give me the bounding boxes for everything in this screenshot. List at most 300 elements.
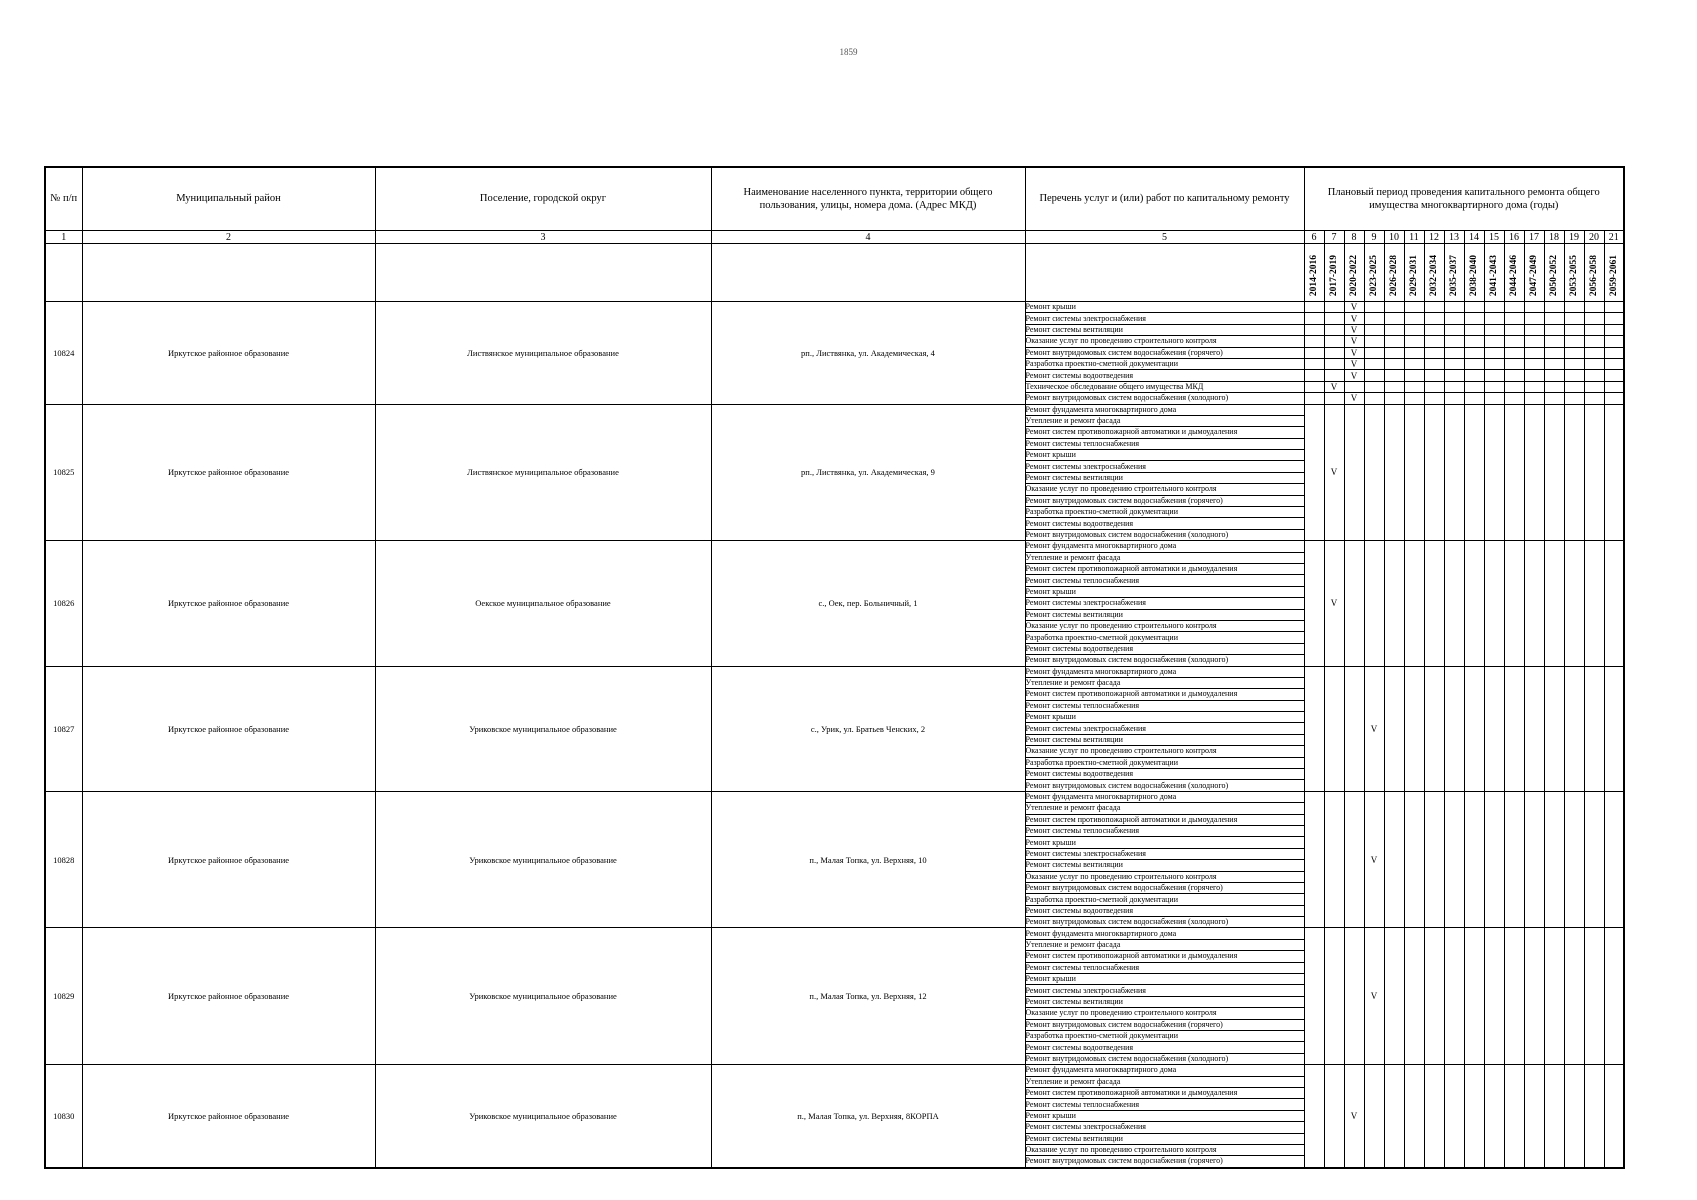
period-cell [1464, 347, 1484, 358]
period-cell [1524, 358, 1544, 369]
period-cell [1484, 347, 1504, 358]
period-cell [1364, 381, 1384, 392]
record-number: 10829 [45, 928, 82, 1065]
work-name: Ремонт фундамента многоквартирного дома [1025, 404, 1304, 415]
period-cell [1304, 381, 1324, 392]
period-cell [1404, 928, 1424, 1065]
period-label [1444, 244, 1464, 302]
period-label [1304, 244, 1324, 302]
header-number: № п/п [45, 167, 82, 231]
period-cell [1604, 336, 1624, 347]
period-cell [1544, 370, 1564, 381]
period-cell [1604, 324, 1624, 335]
period-cell [1564, 347, 1584, 358]
work-name: Ремонт фундамента многоквартирного дома [1025, 928, 1304, 939]
period-cell [1504, 324, 1524, 335]
period-cell [1524, 324, 1544, 335]
period-cell [1324, 313, 1344, 324]
period-cell [1384, 313, 1404, 324]
period-cell [1324, 1065, 1344, 1168]
period-mark: V [1364, 928, 1384, 1065]
period-cell [1384, 302, 1404, 313]
period-cell [1504, 370, 1524, 381]
period-label [1464, 244, 1484, 302]
period-cell [1364, 347, 1384, 358]
period-cell [1504, 381, 1524, 392]
column-number: 13 [1444, 231, 1464, 244]
period-cell [1444, 313, 1464, 324]
column-number: 21 [1604, 231, 1624, 244]
period-cell [1524, 928, 1544, 1065]
period-cell [1404, 313, 1424, 324]
period-cell [1344, 928, 1364, 1065]
period-cell [1504, 393, 1524, 404]
work-name: Ремонт системы электроснабжения [1025, 723, 1304, 734]
period-cell [1464, 324, 1484, 335]
column-number: 5 [1025, 231, 1304, 244]
work-name: Ремонт внутридомовых систем водоснабжения (холодного) [1025, 780, 1304, 791]
record-settlement: Листвянское муниципальное образование [375, 302, 711, 405]
work-row [45, 302, 1624, 313]
record-settlement: Листвянское муниципальное образование [375, 404, 711, 541]
period-cell [1364, 324, 1384, 335]
period-mark: V [1324, 541, 1344, 666]
period-cell [1504, 404, 1524, 541]
period-cell [1384, 370, 1404, 381]
work-name: Ремонт системы водоотведения [1025, 518, 1304, 529]
period-cell [1364, 313, 1384, 324]
period-cell [1384, 381, 1404, 392]
work-name: Ремонт системы вентиляции [1025, 472, 1304, 483]
period-cell [1564, 324, 1584, 335]
period-cell [1604, 541, 1624, 666]
header-district: Муниципальный район [82, 167, 375, 231]
period-cell [1524, 791, 1544, 928]
period-cell [1604, 381, 1624, 392]
period-cell [1384, 393, 1404, 404]
column-number: 17 [1524, 231, 1544, 244]
period-cell [1384, 928, 1404, 1065]
register-body [45, 244, 1624, 1168]
period-cell [1404, 324, 1424, 335]
work-name: Ремонт системы водоотведения [1025, 643, 1304, 654]
work-name: Оказание услуг по проведению строительного контроля [1025, 871, 1304, 882]
work-name: Утепление и ремонт фасада [1025, 415, 1304, 426]
period-cell [1564, 336, 1584, 347]
work-name: Ремонт внутридомовых систем водоснабжения (холодного) [1025, 529, 1304, 540]
column-number: 8 [1344, 231, 1364, 244]
column-number: 20 [1584, 231, 1604, 244]
period-cell [1304, 928, 1324, 1065]
period-cell [1404, 1065, 1424, 1168]
period-cell [1324, 791, 1344, 928]
period-cell [1604, 313, 1624, 324]
spacer-cell [82, 244, 375, 302]
period-cell [1444, 666, 1464, 791]
work-name: Разработка проектно-сметной документации [1025, 358, 1304, 369]
period-cell [1464, 928, 1484, 1065]
period-cell [1404, 541, 1424, 666]
period-cell [1544, 928, 1564, 1065]
period-cell [1544, 404, 1564, 541]
period-cell [1424, 302, 1444, 313]
period-cell [1384, 347, 1404, 358]
period-cell [1344, 541, 1364, 666]
period-label-text: 2050-2052 [1549, 254, 1559, 296]
work-name: Ремонт системы водоотведения [1025, 769, 1304, 780]
period-cell [1464, 404, 1484, 541]
period-cell [1444, 347, 1464, 358]
period-cell [1544, 347, 1564, 358]
period-cell [1304, 313, 1324, 324]
spacer-cell [375, 244, 711, 302]
period-mark: V [1344, 370, 1364, 381]
period-cell [1404, 381, 1424, 392]
period-cell [1444, 393, 1464, 404]
work-name: Техническое обследование общего имущества МКД [1025, 381, 1304, 392]
period-cell [1324, 358, 1344, 369]
period-cell [1604, 370, 1624, 381]
work-name: Ремонт внутридомовых систем водоснабжения (холодного) [1025, 655, 1304, 666]
period-label-text: 2047-2049 [1529, 254, 1539, 296]
work-row [45, 404, 1624, 415]
period-cell [1484, 336, 1504, 347]
period-cell [1484, 791, 1504, 928]
period-cell [1304, 541, 1324, 666]
period-label [1344, 244, 1364, 302]
period-mark: V [1324, 404, 1344, 541]
work-name: Ремонт систем противопожарной автоматики и дымоудаления [1025, 814, 1304, 825]
record-district: Иркутское районное образование [82, 541, 375, 666]
period-cell [1564, 666, 1584, 791]
period-cell [1304, 347, 1324, 358]
period-label [1384, 244, 1404, 302]
work-name: Разработка проектно-сметной документации [1025, 1031, 1304, 1042]
record-district: Иркутское районное образование [82, 928, 375, 1065]
period-cell [1564, 928, 1584, 1065]
period-cell [1544, 666, 1564, 791]
header-works: Перечень услуг и (или) работ по капитальному ремонту [1025, 167, 1304, 231]
period-cell [1364, 336, 1384, 347]
record-settlement: Уриковское муниципальное образование [375, 791, 711, 928]
work-name: Разработка проектно-сметной документации [1025, 757, 1304, 768]
period-cell [1304, 1065, 1324, 1168]
work-name: Ремонт системы электроснабжения [1025, 313, 1304, 324]
period-cell [1524, 541, 1544, 666]
period-cell [1564, 541, 1584, 666]
record-number: 10824 [45, 302, 82, 405]
period-label [1544, 244, 1564, 302]
period-cell [1364, 370, 1384, 381]
period-cell [1304, 666, 1324, 791]
record-number: 10826 [45, 541, 82, 666]
record-number: 10830 [45, 1065, 82, 1168]
record-district: Иркутское районное образование [82, 791, 375, 928]
period-cell [1484, 404, 1504, 541]
period-cell [1544, 1065, 1564, 1168]
period-cell [1424, 370, 1444, 381]
period-cell [1444, 928, 1464, 1065]
period-cell [1384, 541, 1404, 666]
period-cell [1524, 370, 1544, 381]
period-cell [1584, 381, 1604, 392]
work-name: Ремонт системы вентиляции [1025, 1133, 1304, 1144]
period-cell [1364, 541, 1384, 666]
period-cell [1424, 347, 1444, 358]
period-cell [1404, 358, 1424, 369]
column-number: 19 [1564, 231, 1584, 244]
period-cell [1384, 336, 1404, 347]
work-name: Ремонт крыши [1025, 712, 1304, 723]
period-label-text: 2056-2058 [1589, 254, 1599, 296]
period-label-text: 2053-2055 [1569, 254, 1579, 296]
period-cell [1344, 381, 1364, 392]
period-cell [1584, 791, 1604, 928]
period-cell [1444, 404, 1464, 541]
period-cell [1604, 1065, 1624, 1168]
period-mark: V [1344, 302, 1364, 313]
work-name: Утепление и ремонт фасада [1025, 1076, 1304, 1087]
period-cell [1404, 666, 1424, 791]
period-cell [1484, 1065, 1504, 1168]
period-cell [1344, 791, 1364, 928]
work-name: Ремонт системы электроснабжения [1025, 461, 1304, 472]
period-cell [1424, 404, 1444, 541]
period-cell [1484, 928, 1504, 1065]
period-cell [1484, 313, 1504, 324]
period-cell [1504, 313, 1524, 324]
column-number: 14 [1464, 231, 1484, 244]
page-number: 1859 [839, 47, 858, 57]
column-number: 12 [1424, 231, 1444, 244]
work-name: Ремонт внутридомовых систем водоснабжения (холодного) [1025, 1053, 1304, 1064]
period-cell [1404, 347, 1424, 358]
record-district: Иркутское районное образование [82, 302, 375, 405]
period-label-text: 2059-2061 [1608, 254, 1619, 296]
record-district: Иркутское районное образование [82, 666, 375, 791]
period-cell [1504, 347, 1524, 358]
period-cell [1384, 404, 1404, 541]
period-cell [1484, 370, 1504, 381]
period-cell [1544, 541, 1564, 666]
period-cell [1444, 336, 1464, 347]
period-cell [1424, 313, 1444, 324]
period-cell [1444, 358, 1464, 369]
period-cell [1584, 370, 1604, 381]
record-address: п., Малая Топка, ул. Верхняя, 10 [711, 791, 1025, 928]
period-cell [1484, 541, 1504, 666]
period-cell [1484, 393, 1504, 404]
period-cell [1304, 336, 1324, 347]
period-cell [1404, 404, 1424, 541]
period-cell [1504, 541, 1524, 666]
period-mark: V [1344, 313, 1364, 324]
period-label-text: 2014-2016 [1309, 254, 1319, 296]
column-number: 11 [1404, 231, 1424, 244]
period-label-text: 2017-2019 [1329, 254, 1339, 296]
period-cell [1604, 358, 1624, 369]
record-settlement: Уриковское муниципальное образование [375, 1065, 711, 1168]
period-cell [1384, 358, 1404, 369]
period-label [1504, 244, 1524, 302]
work-name: Ремонт системы электроснабжения [1025, 1122, 1304, 1133]
period-mark: V [1324, 381, 1344, 392]
period-label-text: 2038-2040 [1469, 254, 1479, 296]
work-name: Ремонт системы теплоснабжения [1025, 962, 1304, 973]
period-cell [1524, 313, 1544, 324]
work-name: Ремонт системы теплоснабжения [1025, 1099, 1304, 1110]
period-cell [1524, 381, 1544, 392]
period-cell [1564, 370, 1584, 381]
work-name: Ремонт систем противопожарной автоматики и дымоудаления [1025, 427, 1304, 438]
work-name: Разработка проектно-сметной документации [1025, 507, 1304, 518]
period-cell [1424, 928, 1444, 1065]
period-cell [1504, 1065, 1524, 1168]
record-address: п., Малая Топка, ул. Верхняя, 8КОРПА [711, 1065, 1025, 1168]
period-cell [1584, 1065, 1604, 1168]
work-name: Ремонт систем противопожарной автоматики и дымоудаления [1025, 951, 1304, 962]
period-mark: V [1344, 393, 1364, 404]
period-cell [1564, 393, 1584, 404]
period-cell [1524, 1065, 1544, 1168]
period-cell [1464, 393, 1484, 404]
period-cell [1324, 336, 1344, 347]
work-name: Ремонт крыши [1025, 1110, 1304, 1121]
period-cell [1464, 381, 1484, 392]
work-name: Ремонт фундамента многоквартирного дома [1025, 541, 1304, 552]
column-number: 2 [82, 231, 375, 244]
work-name: Оказание услуг по проведению строительного контроля [1025, 620, 1304, 631]
period-cell [1364, 358, 1384, 369]
period-cell [1344, 404, 1364, 541]
period-cell [1404, 791, 1424, 928]
period-cell [1504, 358, 1524, 369]
period-mark: V [1344, 358, 1364, 369]
period-cell [1564, 313, 1584, 324]
period-cell [1384, 791, 1404, 928]
work-name: Ремонт фундамента многоквартирного дома [1025, 666, 1304, 677]
period-cell [1464, 302, 1484, 313]
period-cell [1484, 381, 1504, 392]
period-cell [1304, 302, 1324, 313]
period-cell [1444, 791, 1464, 928]
work-name: Ремонт фундамента многоквартирного дома [1025, 1065, 1304, 1076]
work-name: Ремонт внутридомовых систем водоснабжения (холодного) [1025, 393, 1304, 404]
period-cell [1504, 336, 1524, 347]
work-name: Ремонт внутридомовых систем водоснабжения (горячего) [1025, 1019, 1304, 1030]
period-cell [1304, 404, 1324, 541]
work-name: Ремонт крыши [1025, 302, 1304, 313]
work-name: Ремонт фундамента многоквартирного дома [1025, 791, 1304, 802]
period-cell [1484, 358, 1504, 369]
period-cell [1464, 1065, 1484, 1168]
period-cell [1524, 404, 1544, 541]
period-cell [1464, 370, 1484, 381]
period-cell [1504, 791, 1524, 928]
period-cell [1444, 1065, 1464, 1168]
header-period: Плановый период проведения капитального ремонта общего имущества многоквартирного дома (годы) [1304, 167, 1624, 231]
period-label [1324, 244, 1344, 302]
period-label-text: 2023-2025 [1369, 254, 1379, 296]
work-name: Ремонт системы электроснабжения [1025, 598, 1304, 609]
period-label-text: 2026-2028 [1389, 254, 1399, 296]
period-label-row [45, 244, 1624, 302]
column-number: 18 [1544, 231, 1564, 244]
period-cell [1544, 381, 1564, 392]
period-cell [1344, 666, 1364, 791]
work-name: Разработка проектно-сметной документации [1025, 632, 1304, 643]
work-name: Ремонт внутридомовых систем водоснабжения (горячего) [1025, 1156, 1304, 1168]
record-settlement: Уриковское муниципальное образование [375, 928, 711, 1065]
period-cell [1424, 1065, 1444, 1168]
period-label-text: 2035-2037 [1449, 254, 1459, 296]
record-address: п., Малая Топка, ул. Верхняя, 12 [711, 928, 1025, 1065]
period-cell [1304, 324, 1324, 335]
column-number: 9 [1364, 231, 1384, 244]
work-row [45, 666, 1624, 677]
period-cell [1404, 336, 1424, 347]
work-name: Ремонт системы теплоснабжения [1025, 438, 1304, 449]
spacer-cell [1025, 244, 1304, 302]
header-address: Наименование населенного пункта, территории общего пользования, улицы, номера дома. (Адрес МКД) [711, 167, 1025, 231]
period-cell [1584, 313, 1604, 324]
work-name: Утепление и ремонт фасада [1025, 552, 1304, 563]
period-cell [1504, 302, 1524, 313]
period-cell [1424, 324, 1444, 335]
period-cell [1544, 358, 1564, 369]
spacer-cell [711, 244, 1025, 302]
period-cell [1424, 393, 1444, 404]
period-label [1484, 244, 1504, 302]
record-number: 10825 [45, 404, 82, 541]
period-cell [1364, 1065, 1384, 1168]
header-settlement: Поселение, городской округ [375, 167, 711, 231]
period-cell [1424, 336, 1444, 347]
work-name: Ремонт систем противопожарной автоматики и дымоудаления [1025, 1087, 1304, 1098]
period-cell [1544, 393, 1564, 404]
period-cell [1604, 791, 1624, 928]
period-cell [1584, 928, 1604, 1065]
period-cell [1304, 393, 1324, 404]
period-cell [1464, 358, 1484, 369]
period-cell [1544, 791, 1564, 928]
period-label [1524, 244, 1544, 302]
period-cell [1484, 666, 1504, 791]
work-name: Разработка проектно-сметной документации [1025, 894, 1304, 905]
record-district: Иркутское районное образование [82, 1065, 375, 1168]
period-cell [1364, 404, 1384, 541]
period-cell [1504, 928, 1524, 1065]
work-row [45, 1065, 1624, 1076]
period-cell [1524, 347, 1544, 358]
period-cell [1484, 324, 1504, 335]
period-cell [1384, 666, 1404, 791]
period-mark: V [1364, 791, 1384, 928]
work-name: Ремонт внутридомовых систем водоснабжения (горячего) [1025, 347, 1304, 358]
work-name: Оказание услуг по проведению строительного контроля [1025, 1008, 1304, 1019]
period-cell [1304, 358, 1324, 369]
period-cell [1584, 347, 1604, 358]
period-label [1364, 244, 1384, 302]
record-number: 10827 [45, 666, 82, 791]
period-cell [1464, 336, 1484, 347]
period-label [1604, 244, 1624, 302]
work-name: Ремонт системы водоотведения [1025, 370, 1304, 381]
period-cell [1324, 666, 1344, 791]
record-settlement: Оекское муниципальное образование [375, 541, 711, 666]
work-name: Оказание услуг по проведению строительного контроля [1025, 746, 1304, 757]
work-row [45, 791, 1624, 802]
